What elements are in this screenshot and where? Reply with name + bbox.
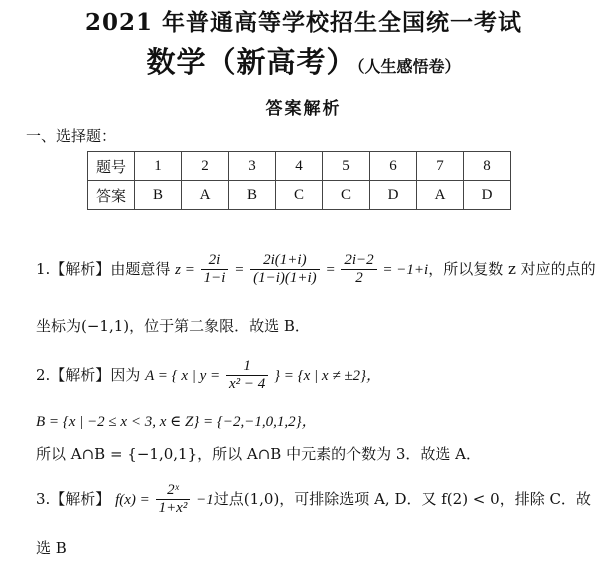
answer-cell: B bbox=[229, 181, 276, 210]
question-number: 5 bbox=[323, 152, 370, 181]
fraction: $\frac{2i-2}{2}$ bbox=[341, 252, 376, 288]
table-row bbox=[88, 152, 511, 181]
solution-intro: 由题意得 bbox=[110, 259, 171, 278]
fraction: $\frac{2i}{1-i}$ bbox=[201, 252, 229, 288]
result: = −1+i bbox=[382, 261, 429, 278]
row-label-number: 题号 bbox=[88, 152, 135, 181]
question-number: 4 bbox=[276, 152, 323, 181]
section-label: 一、选择题： bbox=[26, 127, 117, 145]
answer-table bbox=[87, 151, 511, 210]
solution-tag: 3.【解析】 bbox=[36, 489, 111, 508]
solution-tag: 2.【解析】 bbox=[36, 365, 111, 384]
answer-cell: D bbox=[464, 181, 511, 210]
solution-tail: 过点(1,0)，可排除选项 A, D．又 f(2) < 0，排除 C．故 bbox=[213, 489, 591, 508]
solution-3-line-1 bbox=[36, 482, 591, 518]
solution-2-line-1 bbox=[36, 358, 381, 394]
solution-intro: 因为 bbox=[110, 365, 141, 384]
solution-tag: 1.【解析】 bbox=[36, 259, 111, 278]
answer-cell: C bbox=[276, 181, 323, 210]
question-number: 3 bbox=[229, 152, 276, 181]
fraction: $\frac{2i(1+i)}{(1-i)(1+i)}$ bbox=[250, 252, 320, 288]
func-right: −1 bbox=[196, 491, 214, 508]
subject-title bbox=[0, 40, 607, 81]
fraction: $\frac{\text{2ˣ}}{\text{1+x²}}$ bbox=[156, 482, 191, 518]
fraction: $\frac{1}{\text{x² − 4}}$ bbox=[226, 358, 268, 394]
subject-sub: （人生感悟卷） bbox=[356, 57, 461, 76]
solution-2-line-3: 所以 A∩B = {−1,0,1}，所以 A∩B 中元素的个数为 3．故选 A． bbox=[36, 445, 481, 463]
answer-cell: B bbox=[135, 181, 182, 210]
answer-cell: C bbox=[323, 181, 370, 210]
question-number: 7 bbox=[417, 152, 464, 181]
row-label-answer: 答案 bbox=[88, 181, 135, 210]
equals-sign: = bbox=[234, 261, 245, 278]
solution-2-line-2: B = {x | −2 ≤ x < 3, x ∈ Z} = {−2,−1,0,1,2}， bbox=[36, 414, 317, 430]
solution-1-line-2: 坐标为(−1,1)，位于第二象限．故选 B． bbox=[36, 317, 310, 335]
solution-3-line-2: 选 B bbox=[36, 539, 67, 557]
equals-sign: = bbox=[325, 261, 336, 278]
var-z: z = bbox=[175, 261, 195, 278]
set-a-right: } = {x | x ≠ ±2}， bbox=[274, 367, 382, 384]
answer-cell: A bbox=[182, 181, 229, 210]
solution-1-line-1 bbox=[36, 252, 596, 288]
answer-heading: 答案解析 bbox=[265, 99, 342, 119]
set-a-left: A = { x | y = bbox=[145, 367, 221, 384]
table-row bbox=[88, 181, 511, 210]
answer-cell: D bbox=[370, 181, 417, 210]
question-number: 6 bbox=[370, 152, 417, 181]
solution-tail: ，所以复数 z 对应的点的 bbox=[428, 259, 596, 278]
func-left: f(x) = bbox=[115, 491, 150, 508]
question-number: 8 bbox=[464, 152, 511, 181]
exam-title: 2021 年普通高等学校招生全国统一考试 bbox=[84, 9, 523, 36]
question-number: 1 bbox=[135, 152, 182, 181]
answer-cell: A bbox=[417, 181, 464, 210]
subject-main: 数学（新高考） bbox=[146, 45, 357, 79]
question-number: 2 bbox=[182, 152, 229, 181]
